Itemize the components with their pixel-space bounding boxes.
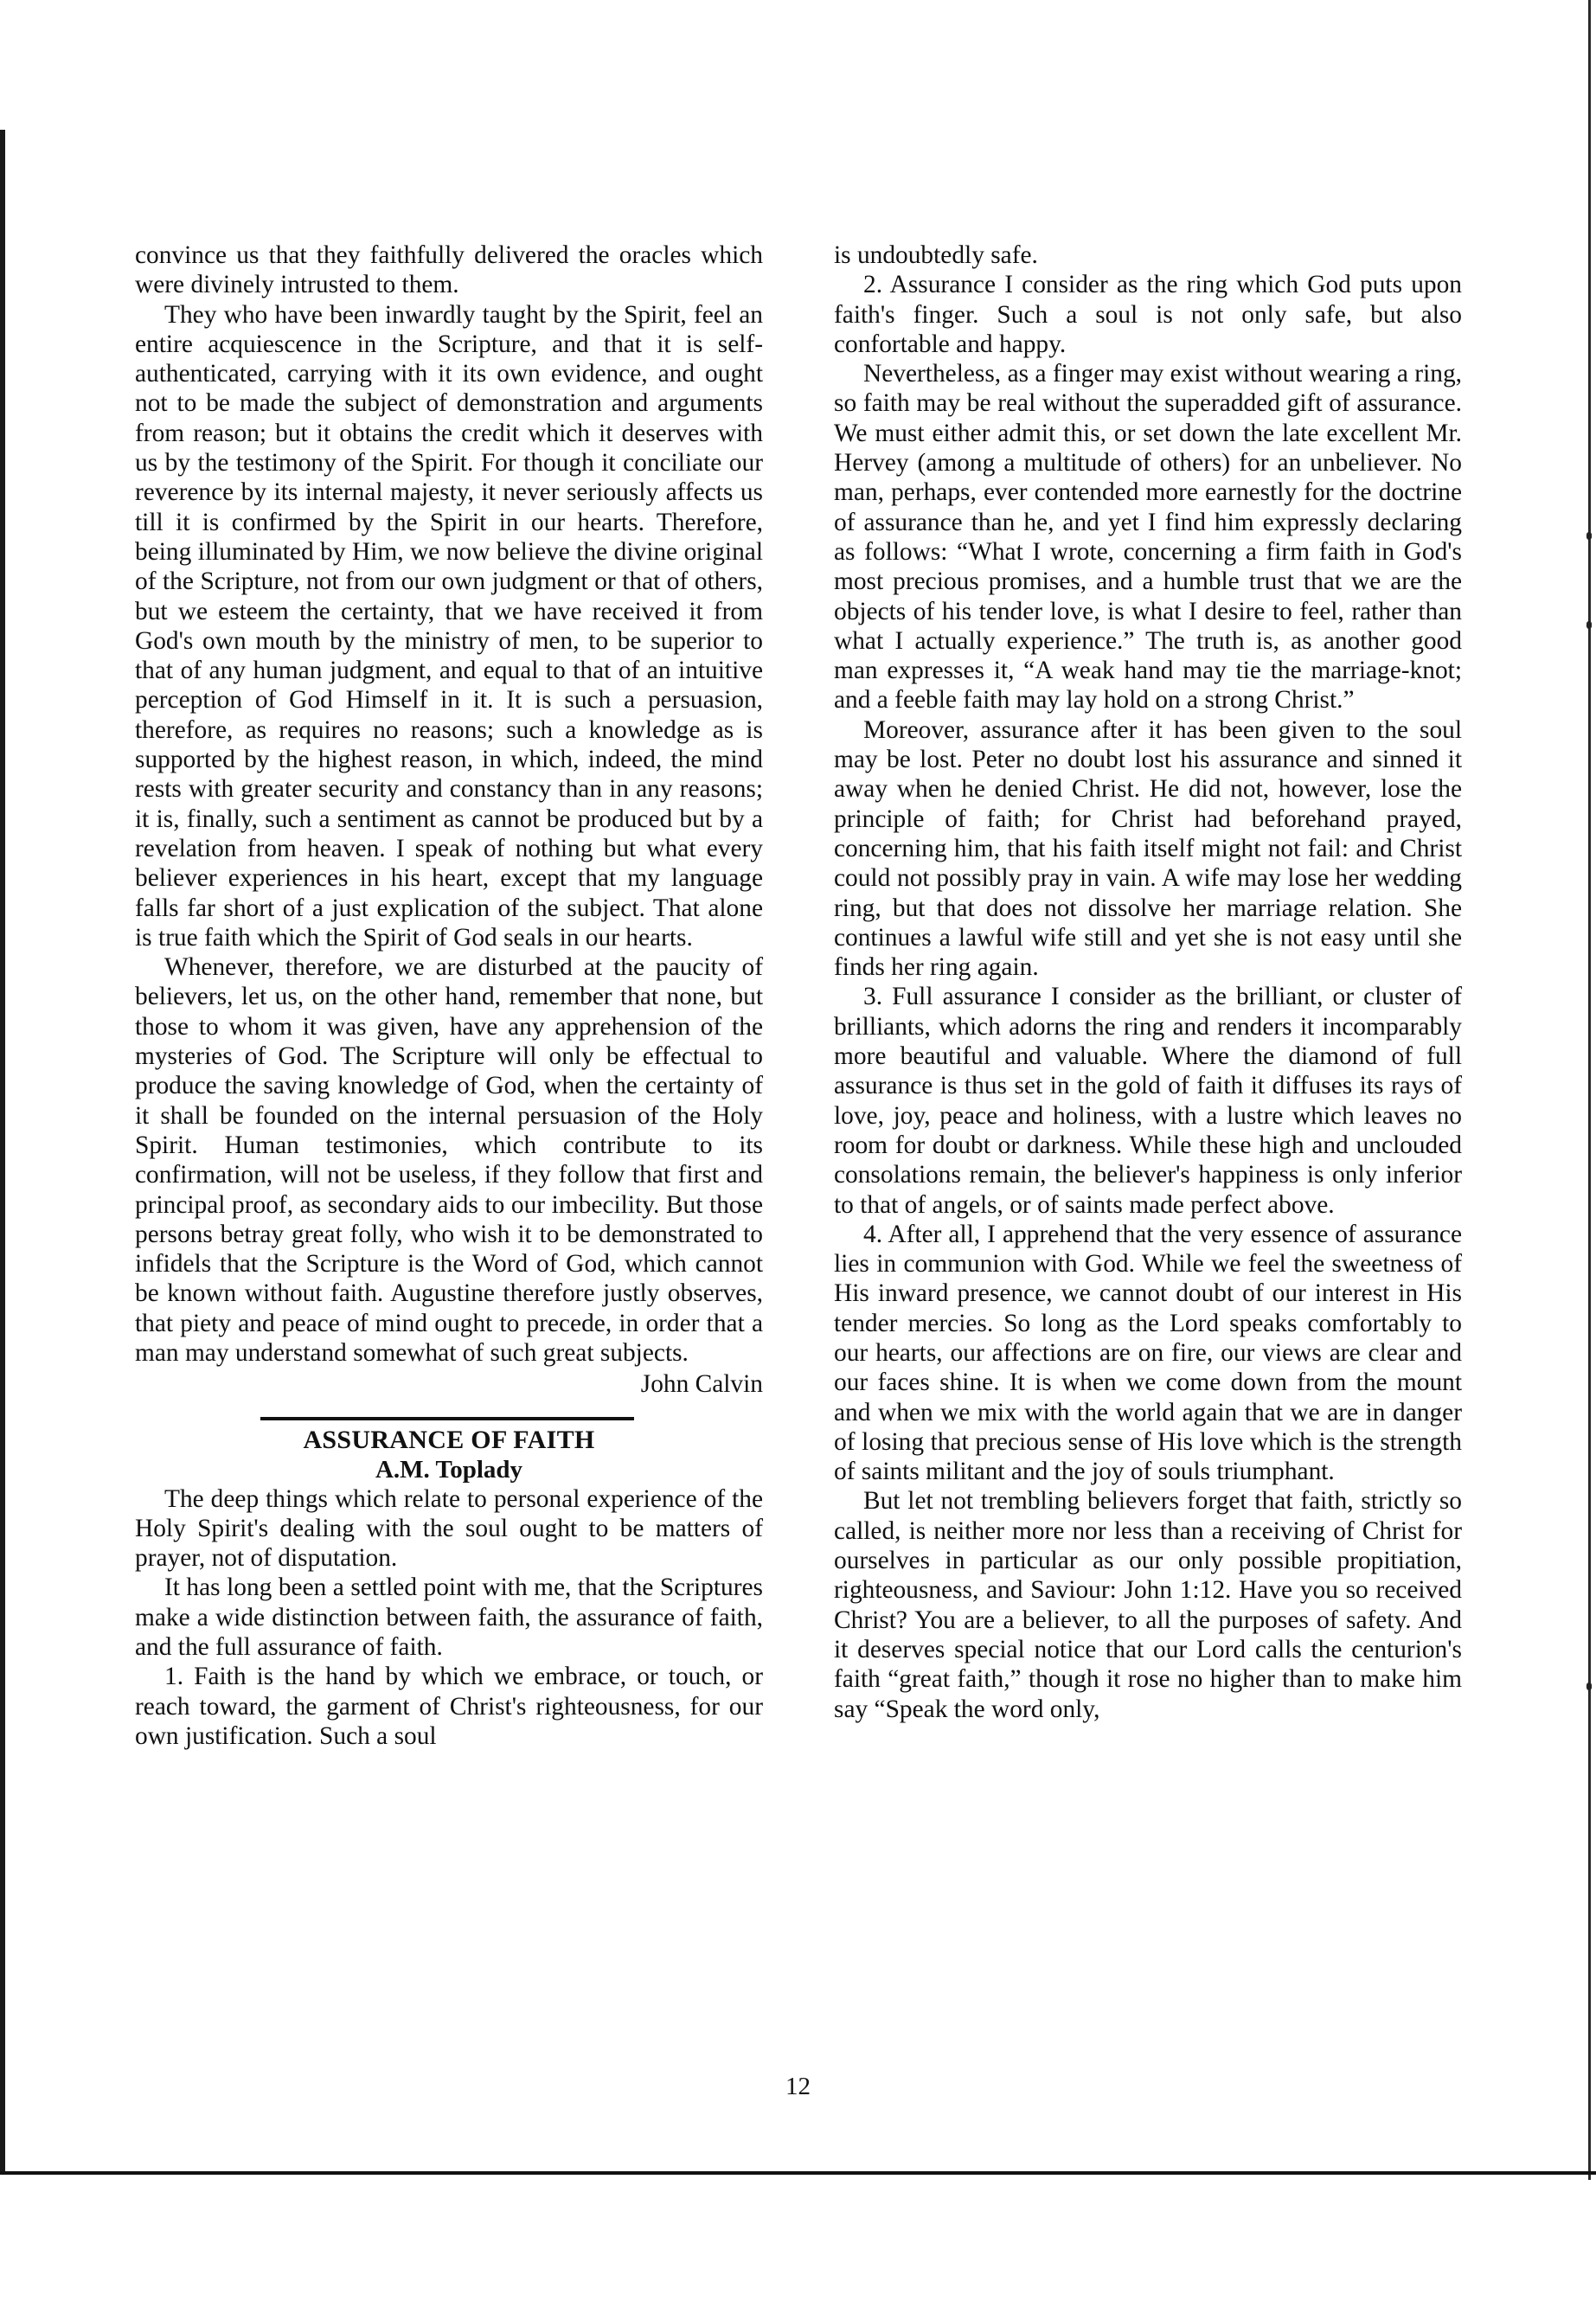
scan-mark bbox=[1586, 621, 1592, 629]
left-column bbox=[135, 240, 763, 1751]
paragraph: The deep things which relate to personal experience of the Holy Spirit's dealing with the soul ought to be matters of prayer, not of disputation. bbox=[135, 1484, 763, 1573]
paragraph: 4. After all, I apprehend that the very essence of assurance lies in communion with God. While we feel the sweetness of His inward presence, we cannot doubt of our interest in His tender mercies. So long as the Lord speaks comfortably to our hearts, our affections are on fire, our views are clear and our faces shine. It is when we come down from the mount and when we mix with the world again that we are in danger of losing that precious sense of His love which is the strength of saints militant and the joy of souls triumphant. bbox=[834, 1220, 1462, 1486]
paragraph: 1. Faith is the hand by which we embrace, or touch, or reach toward, the garment of Christ's righteousness, for our own justification. Such a soul bbox=[135, 1663, 763, 1750]
article-title: ASSURANCE OF FAITH bbox=[303, 1425, 595, 1454]
article-author: A.M. Toplady bbox=[375, 1455, 523, 1484]
paragraph: Whenever, therefore, we are disturbed at the paucity of believers, let us, on the other hand, remember that none, but those to whom it was given, have any apprehension of the mysteries of God. The Scripture will only be effectual to produce the saving knowledge of God, when the certainty of it shall be founded on the internal persuasion of the Holy Spirit. Human testimonies, which contribute to its confirmation, will not be useless, if they follow that first and principal proof, as secondary aids to our imbecility. But those persons betray great folly, who wish it to be demonstrated to infidels that the Scripture is the Word of God, which cannot be known without faith. Augustine therefore justly observes, that piety and peace of mind ought to precede, in order that a man may understand somewhat of such great subjects. bbox=[135, 953, 763, 1367]
page-number: 12 bbox=[785, 2073, 811, 2100]
paragraph: 2. Assurance I consider as the ring which God puts upon faith's finger. Such a soul is not only safe, but also confortable and happy. bbox=[834, 271, 1462, 358]
paragraph: Moreover, assurance after it has been given to the soul may be lost. Peter no doubt lost his assurance and sinned it away when he denied Christ. He did not, however, lose the principle of faith; for Christ had beforehand prayed, concerning him, that his faith itself might not fail: and Christ could not possibly pray in vain. A wife may lose her wedding ring, but that does not dissolve her marriage relation. She continues a lawful wife still and yet she is not easy until she finds her ring again. bbox=[834, 715, 1462, 982]
scan-left-edge bbox=[0, 130, 5, 2171]
author-signature: John Calvin bbox=[640, 1370, 763, 1399]
paragraph: They who have been inwardly taught by the Spirit, feel an entire acquiescence in the Scripture, and that it is self-authenticated, carrying with it its own evidence, and ought not to be made the subject of demonstration and arguments from reason; but it obtains the credit which it deserves with us by the testimony of the Spirit. For though it conciliate our reverence by its internal majesty, it never seriously affects us till it is confirmed by the Spirit in our hearts. Therefore, being illuminated by Him, we now believe the divine original of the Scripture, not from our own judgment or that of others, but we esteem the certainty, that we have received it from God's own mouth by the ministry of men, to be superior to that of any human judgment, and equal to that of an intuitive perception of God Himself in it. It is such a persuasion, therefore, as requires no reasons; such a knowledge as is supported by the highest reason, in which, indeed, the mind rests with greater security and constancy than in any reasons; it is, finally, such a sentiment as cannot be produced but by a revelation from heaven. I speak of nothing but what every believer experiences in his heart, except that my language falls far short of a just explication of the subject. That alone is true faith which the Spirit of God seals in our hearts. bbox=[135, 300, 763, 952]
scan-mark bbox=[1586, 532, 1592, 540]
paragraph: It has long been a settled point with me, that the Scriptures make a wide distinction between faith, the assurance of faith, and the full assurance of faith. bbox=[135, 1574, 763, 1662]
section-divider bbox=[260, 1417, 634, 1420]
scan-bottom-edge bbox=[0, 2171, 1596, 2175]
right-column bbox=[834, 240, 1462, 1724]
scan-mark bbox=[1586, 1682, 1592, 1690]
paragraph: 3. Full assurance I consider as the brilliant, or cluster of brilliants, which adorns the ring and renders it incomparably more beautiful and valuable. Where the diamond of full assurance is thus set in the gold of faith it diffuses its rays of love, joy, peace and holiness, with a lustre which leaves no room for doubt or darkness. While these high and unclouded consolations remain, the believer's happiness is only inferior to that of angels, or of saints made perfect above. bbox=[834, 983, 1462, 1219]
paragraph: is undoubtedly safe. bbox=[834, 241, 1038, 269]
paragraph: convince us that they faithfully delivered the oracles which were divinely intrusted to them. bbox=[135, 241, 763, 299]
paragraph: But let not trembling believers forget that faith, strictly so called, is neither more nor less than a receiving of Christ for ourselves in particular as our only possible propitiation, righteousness, and Saviour: John 1:12. Have you so received Christ? You are a believer, to all the purposes of safety. And it deserves special notice that our Lord calls the centurion's faith “great faith,” though it rose no higher than to make him say “Speak the word only, bbox=[834, 1487, 1462, 1723]
paragraph: Nevertheless, as a finger may exist without wearing a ring, so faith may be real without the superadded gift of assurance. We must either admit this, or set down the late excellent Mr. Hervey (among a multitude of others) for an unbeliever. No man, perhaps, ever contended more earnestly for the doctrine of assurance than he, and yet I find him expressly declaring as follows: “What I wrote, concerning a firm faith in God's most precious promises, and a humble trust that we are the objects of his tender love, is what I desire to feel, rather than what I actually experience.” The truth is, as another good man expresses it, “A weak hand may tie the marriage-knot; and a feeble faith may lay hold on a strong Christ.” bbox=[834, 360, 1462, 715]
scan-right-edge bbox=[1588, 0, 1591, 2180]
